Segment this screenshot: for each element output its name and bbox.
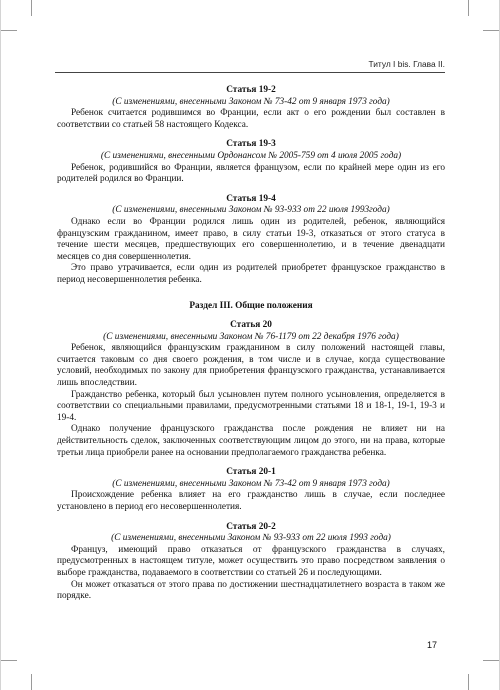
article-paragraph: Ребенок, родившийся во Франции, является французом, если по крайней мере один из его родителей родился во Франции.: [57, 162, 445, 185]
crop-mark-top-left: [1, 30, 17, 31]
article-heading: Статья 20-1: [226, 467, 276, 478]
crop-mark-top-left-v: [31, 0, 32, 16]
article: [57, 320, 445, 459]
article-paragraph: Это право утрачивается, если один из родителей приобретет французское гражданство в период несовершеннолетия ребенка.: [57, 263, 445, 285]
crop-mark-bottom-left: [1, 660, 17, 661]
article-heading: Статья 20: [230, 320, 272, 331]
articles-top: [57, 85, 445, 287]
amendment-note: (С изменениями, внесенными Ордонансом № 2005-759 от 4 июля 2005 года): [100, 150, 402, 161]
article: [57, 194, 445, 287]
article-heading: Статья 20-2: [226, 521, 276, 532]
crop-mark-top-right-v: [468, 0, 469, 16]
article-paragraph: Ребенок, являющийся французским гражданином в силу положений настоящей главы, считается таковым со дня своего рождения, в том числе и в случае, когда существование условий, необходимых по закону для приобретения французского гражданства, устанавливается лишь впоследствии.: [57, 343, 445, 389]
article: [57, 85, 445, 131]
crop-mark-bottom-right: [483, 660, 499, 661]
crop-mark-top-right: [483, 30, 499, 31]
amendment-note: (С изменениями, внесенными Законом № 76-1179 от 22 декабря 1976 года): [103, 331, 399, 342]
document-page: [1, 0, 499, 690]
article-paragraph: Он может отказаться от этого права по достижении шестнадцатилетнего возраста в таком же порядке.: [57, 579, 445, 602]
article-paragraph: Ребенок считается родившимся во Франции, если акт о его рождении был составлен в соответствии со статьей 58 настоящего Кодекса.: [57, 108, 445, 130]
articles-bottom: [57, 320, 445, 603]
amendment-note: (С изменениями, внесенными Законом № 73-42 от 9 января 1973 года): [112, 478, 390, 489]
page-number: 17: [427, 640, 438, 650]
running-header: Титул I bis. Глава II.: [368, 59, 445, 69]
article-paragraph: Происхождение ребенка влияет на его гражданство лишь в случае, если последнее установлено в период его несовершеннолетия.: [57, 490, 445, 512]
crop-mark-bottom-right-v: [468, 674, 469, 690]
page-body: [57, 85, 445, 603]
article: [57, 522, 445, 603]
article: [57, 139, 445, 185]
section-heading: Раздел III. Общие положения: [189, 300, 313, 311]
amendment-note: (С изменениями, внесенными Законом № 93-933 от 22 июля 1993 года): [111, 533, 391, 544]
crop-mark-bottom-left-v: [31, 674, 32, 690]
article-heading: Статья 19-4: [226, 193, 276, 204]
article-heading: Статья 19-2: [226, 85, 276, 95]
article-paragraph: Однако получение французского гражданства после рождения не влияет ни на действительность сделок, заключенных соответствующим лицом до этого, ни на права, которые третьи лица приобрели ранее на основании предполагаемого гражданства ребенка.: [57, 424, 445, 458]
amendment-note: (С изменениями, внесенными Законом № 73-42 от 9 января 1973 года): [112, 96, 390, 107]
article-paragraph: Француз, имеющий право отказаться от французского гражданства в случаях, предусмотренных в настоящем титуле, может осуществить это право посредством заявления о выборе гражданства, подаваемого в соответствии со статьей 26 и последующими.: [57, 544, 445, 578]
header-rule: [55, 72, 445, 73]
article-heading: Статья 19-3: [226, 139, 276, 150]
article: [57, 467, 445, 513]
article-paragraph: Однако если во Франции родился лишь один из родителей, ребенок, являющийся французским гражданином, имеет право, в силу статьи 19-3, отказаться от этого статуса в течение шести месяцев, предшествующих его совершеннолетию, и в течение двенадцати месяцев со дня совершеннолетия.: [57, 216, 445, 262]
article-paragraph: Гражданство ребенка, который был усыновлен путем полного усыновления, определяется в соответствии со специальными правилами, предусмотренными статьями 18 и 18-1, 19-1, 19-3 и 19-4.: [57, 389, 445, 423]
amendment-note: (С изменениями, внесенными Законом № 93-933 от 22 июля 1993года): [112, 205, 390, 216]
